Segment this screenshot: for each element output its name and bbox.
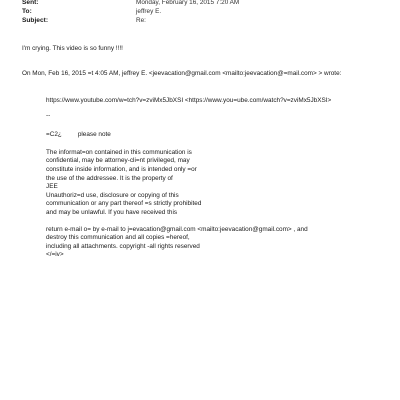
sent-label: Sent: (22, 0, 39, 6)
disclaimer-line: the use of the addressee. It is the property of (46, 175, 173, 182)
closing-line: including all attachments. copyright -all rights reserved (46, 243, 200, 250)
subject-value: Re: (136, 17, 146, 24)
disclaimer-line: confidential, may be attorney-cli=nt privileged, may (46, 157, 190, 164)
subject-row (22, 17, 392, 25)
disclaimer-line: JEE (46, 183, 58, 190)
sent-value: Monday, February 16, 2015 7:20 AM (136, 0, 240, 6)
subject-label: Subject: (22, 17, 49, 24)
note-line (46, 131, 111, 139)
to-value: jeffrey E. (136, 8, 162, 15)
to-label: To: (22, 8, 32, 15)
quote-intro: On Mon, Feb 16, 2015 =t 4:05 AM, jeffrey E. <jeevacation@gmail.com <mailto:jeevacation@=mail.com> > wrote: (22, 70, 342, 77)
youtube-links[interactable]: https://www.youtube.com/w=tch?v=zviMx5JbXSI <https://www.you=ube.com/watch?v=zviMx5JbXSI> (46, 97, 332, 104)
reply-text: I'm crying. This video is so funny !!!! (22, 45, 123, 52)
closing-line: destroy this communication and all copies =hereof, (46, 234, 190, 241)
closing-line: return e-mail o= by e-mail to j=evacation@gmail.com <mailto:jeevacation@gmail.com> , and (46, 226, 308, 233)
closing-line: </=iv> (46, 251, 64, 258)
note-label: please note (77, 131, 111, 138)
encoded-char: =C2¿ (46, 131, 62, 138)
signature-separator: -- (46, 112, 51, 119)
disclaimer-line: constitute inside information, and is intended only =or (46, 166, 197, 173)
disclaimer-line: Unauthoriz=d use, disclosure or copying of this (46, 192, 179, 199)
disclaimer-line: The informat=on contained in this communication is (46, 149, 192, 156)
to-row (22, 8, 392, 16)
disclaimer-line: communication or any part thereof =s strictly prohibited (46, 200, 202, 207)
disclaimer-line: and may be unlawful. If you have received this (46, 209, 178, 216)
sent-row (22, 0, 392, 7)
